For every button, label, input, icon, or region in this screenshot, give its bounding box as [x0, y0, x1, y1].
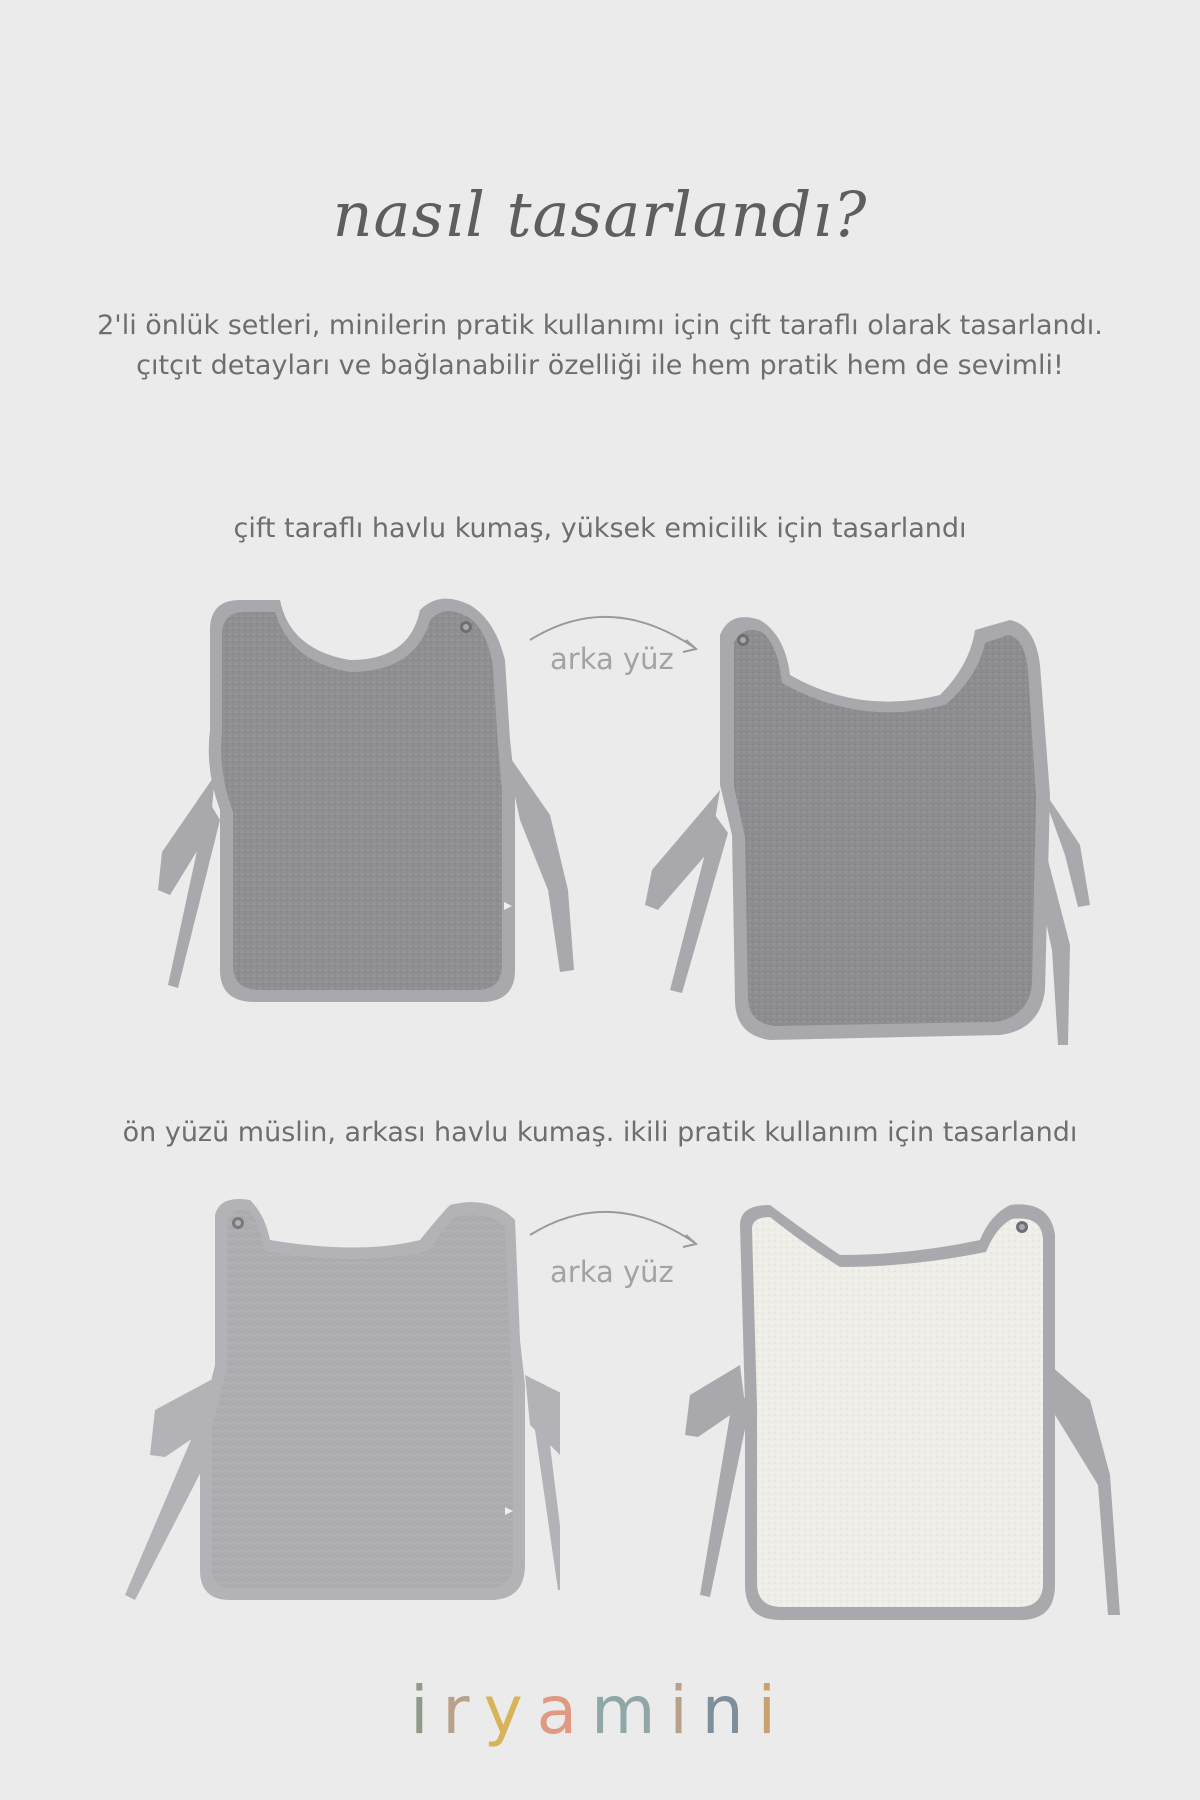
- bib-grey-terry-back-image: [640, 605, 1100, 1055]
- logo-letter: a: [536, 1672, 592, 1749]
- logo-letter: y: [483, 1672, 537, 1749]
- logo-letter: i: [757, 1672, 790, 1749]
- section-2-heading: ön yüzü müslin, arkası havlu kumaş. ikili pratik kullanım için tasarlandı: [122, 1117, 1078, 1148]
- intro-line-1: 2'li önlük setleri, minilerin pratik kullanımı için çift taraflı olarak tasarlandı.: [97, 310, 1103, 341]
- bib-white-terry-back-image: [680, 1195, 1140, 1635]
- back-side-label: arka yüz: [550, 642, 674, 676]
- logo-letter: n: [701, 1672, 758, 1749]
- intro-text: [60, 306, 1140, 386]
- brand-logo: [0, 1672, 1200, 1749]
- logo-letter: i: [669, 1672, 702, 1749]
- logo-letter: m: [591, 1672, 670, 1749]
- logo-letter: i: [410, 1672, 443, 1749]
- logo-letter: r: [442, 1672, 484, 1749]
- page-title: nasıl tasarlandı?: [332, 178, 868, 251]
- back-side-label: arka yüz: [550, 1255, 674, 1289]
- section-1-heading: çift taraflı havlu kumaş, yüksek emicilik için tasarlandı: [233, 513, 967, 544]
- bib-grey-muslin-front-image: [120, 1195, 560, 1615]
- intro-line-2: çıtçıt detayları ve bağlanabilir özelliği ile hem pratik hem de sevimli!: [136, 350, 1064, 381]
